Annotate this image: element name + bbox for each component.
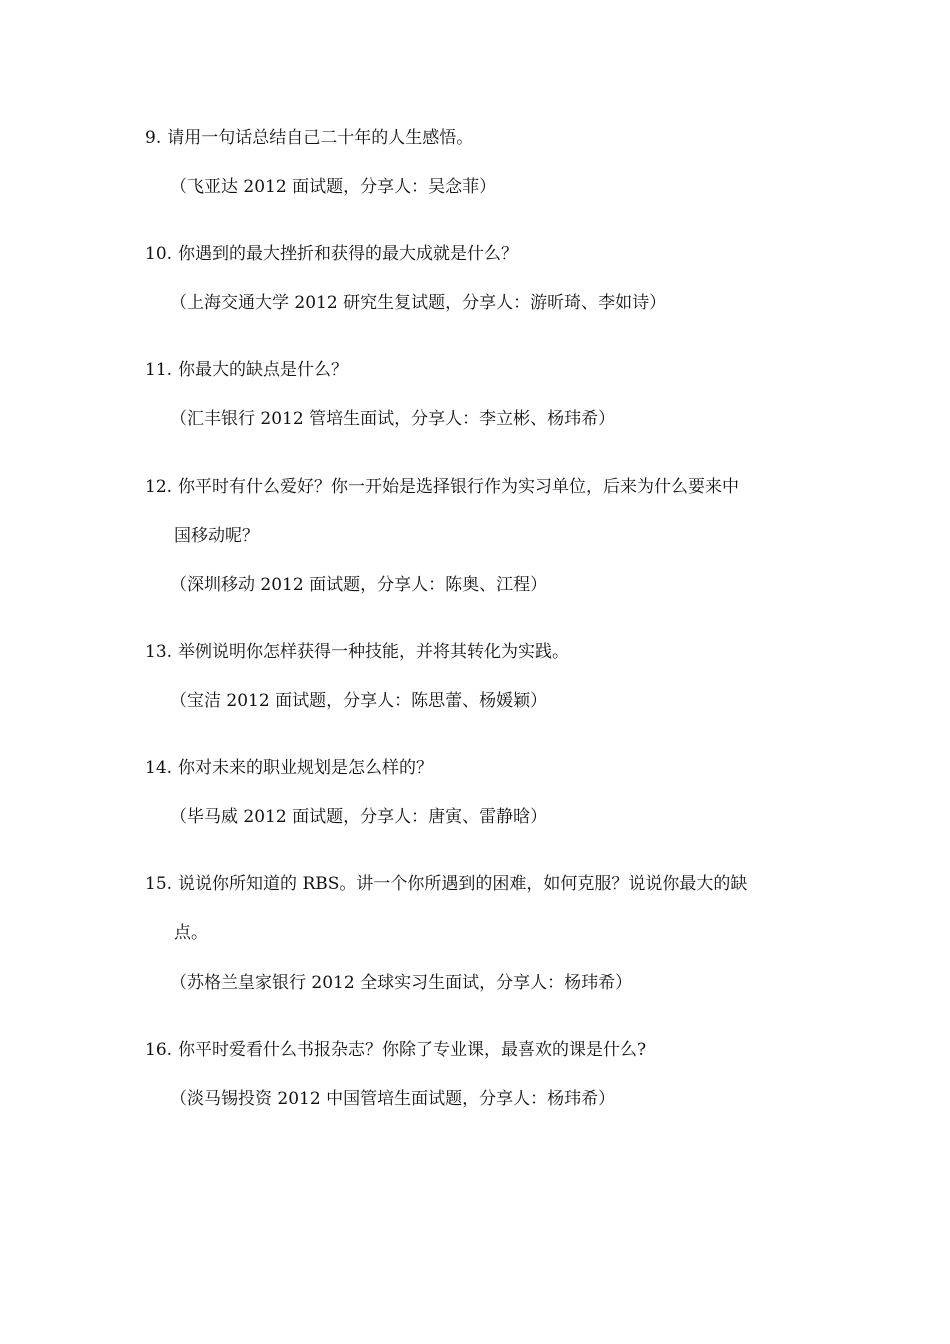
- question-text: 说说你所知道的 RBS。讲一个你所遇到的困难，如何克服？说说你最大的缺: [178, 874, 748, 894]
- question-9: [145, 127, 473, 149]
- question-text: 你平时爱看什么书报杂志？你除了专业课，最喜欢的课是什么?: [178, 1040, 647, 1060]
- question-16: [145, 1039, 646, 1061]
- question-text: 你对未来的职业规划是怎么样的？: [178, 758, 434, 778]
- question-number: 16.: [145, 1040, 173, 1060]
- question-text: 你平时有什么爱好？你一开始是选择银行作为实习单位，后来为什么要来中: [178, 477, 740, 497]
- question-number: 11.: [145, 360, 173, 380]
- question-text: 举例说明你怎样获得一种技能，并将其转化为实践。: [178, 642, 570, 662]
- question-number: 12.: [145, 477, 173, 497]
- question-14: [145, 757, 433, 779]
- question-13: [145, 641, 569, 663]
- question-12: [145, 476, 739, 498]
- question-11: [145, 359, 348, 381]
- source-16: （淡马锡投资 2012 中国管培生面试题，分享人：杨玮希）: [170, 1089, 616, 1109]
- source-9: （飞亚达 2012 面试题，分享人：吴念菲）: [170, 177, 497, 197]
- question-15: [145, 873, 747, 895]
- question-10: [145, 243, 518, 265]
- question-12-continuation: 国移动呢？: [174, 526, 259, 546]
- source-12: （深圳移动 2012 面试题，分享人：陈奥、江程）: [170, 575, 548, 595]
- question-number: 13.: [145, 642, 173, 662]
- source-11: （汇丰银行 2012 管培生面试，分享人：李立彬、杨玮希）: [170, 409, 616, 429]
- source-15: （苏格兰皇家银行 2012 全球实习生面试，分享人：杨玮希）: [170, 973, 633, 993]
- question-number: 14.: [145, 758, 173, 778]
- question-number: 10.: [145, 244, 173, 264]
- question-15-continuation: 点。: [174, 923, 208, 943]
- question-number: 9.: [145, 128, 162, 148]
- question-number: 15.: [145, 874, 173, 894]
- source-10: （上海交通大学 2012 研究生复试题，分享人：游昕琦、李如诗）: [170, 293, 667, 313]
- question-text: 请用一句话总结自己二十年的人生感悟。: [167, 128, 474, 148]
- source-13: （宝洁 2012 面试题，分享人：陈思蕾、杨媛颖）: [170, 691, 548, 711]
- question-text: 你最大的缺点是什么？: [178, 360, 349, 380]
- question-text: 你遇到的最大挫折和获得的最大成就是什么？: [178, 244, 519, 264]
- source-14: （毕马威 2012 面试题，分享人：唐寅、雷静晗）: [170, 807, 548, 827]
